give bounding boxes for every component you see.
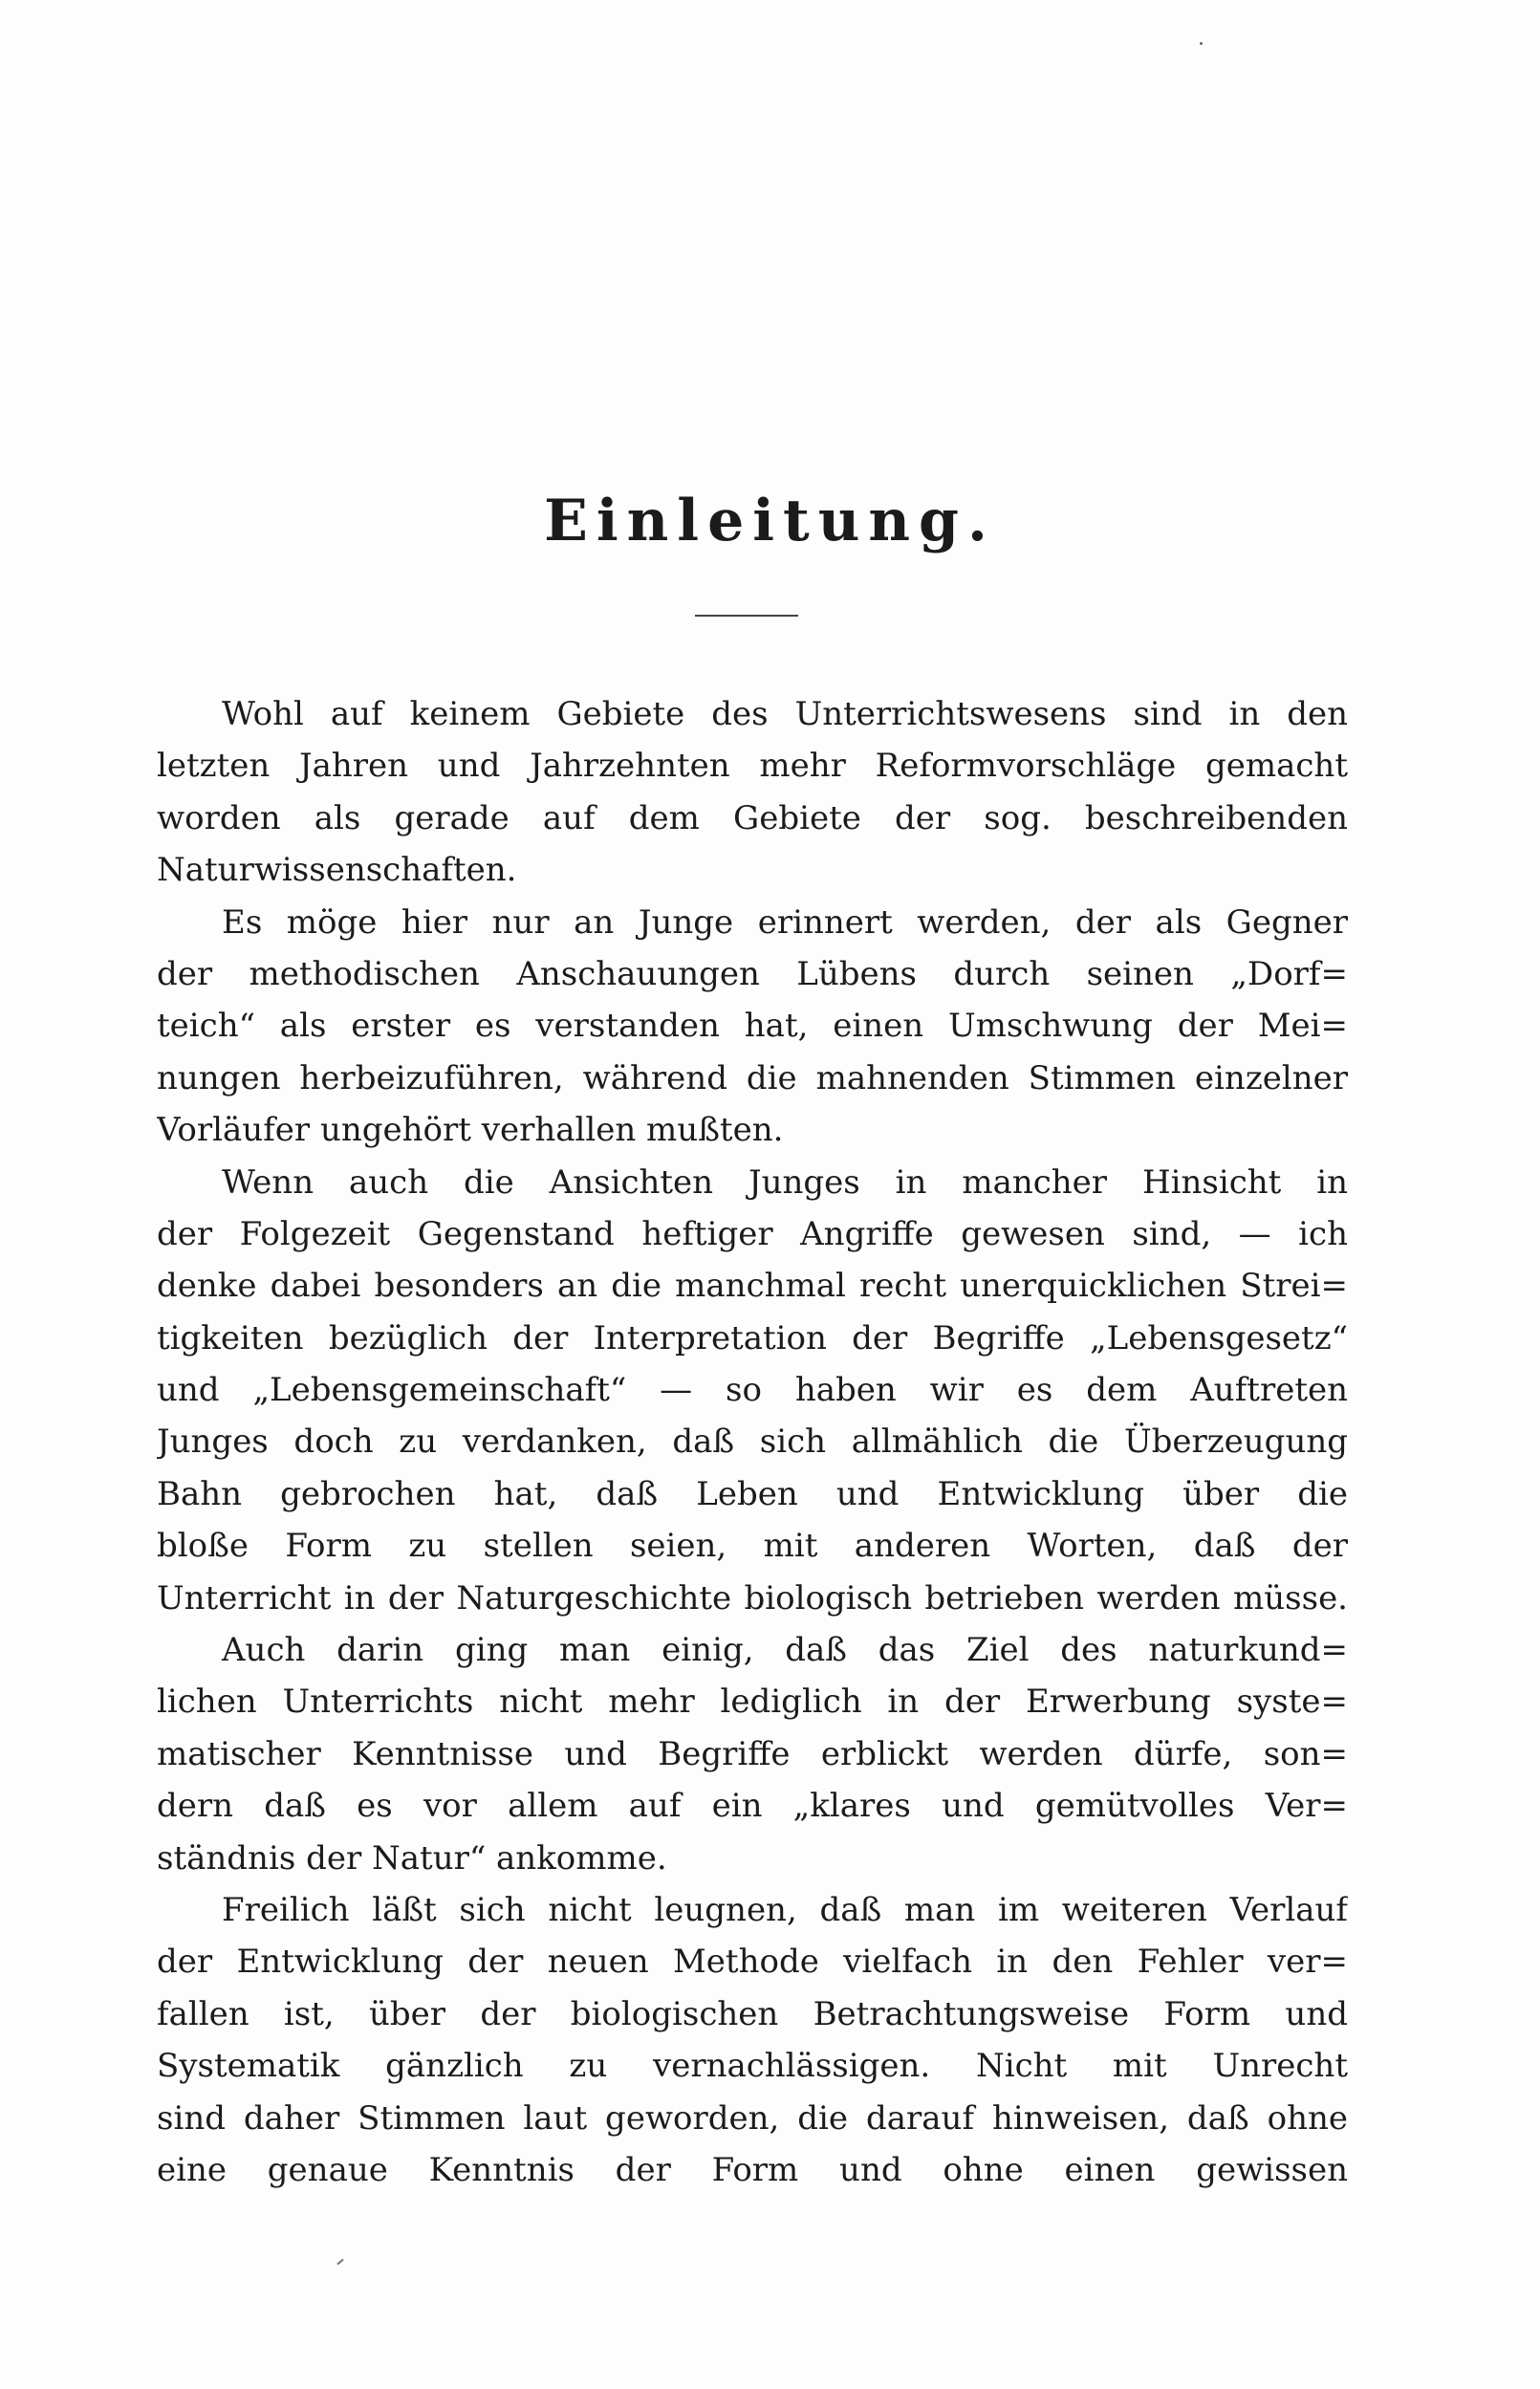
text-line: Bahn gebrochen hat, daß Leben und Entwicklung über die (157, 1474, 1348, 1513)
speck-mark (1200, 42, 1203, 45)
text-line: bloße Form zu stellen seien, mit anderen Worten, daß der (157, 1527, 1348, 1566)
paragraph-1 (157, 688, 1348, 897)
text-line: Auch darin ging man einig, daß das Ziel des naturkund= (222, 1631, 1348, 1670)
text-line: der methodischen Anschauungen Lübens durch seinen „Dorf= (157, 954, 1348, 993)
text-line: fallen ist, über der biologischen Betrachtungsweise Form und (157, 1994, 1348, 2033)
text-line: letzten Jahren und Jahrzehnten mehr Reformvorschläge gemacht (157, 747, 1348, 786)
paragraph-4 (157, 1624, 1348, 1884)
text-line: Systematik gänzlich zu vernachlässigen. Nicht mit Unrecht (157, 2047, 1348, 2086)
text-line: Vorläufer ungehört verhallen mußten. (157, 1111, 784, 1150)
text-line: lichen Unterrichts nicht mehr lediglich in der Erwerbung syste= (157, 1683, 1348, 1722)
text-line: der Entwicklung der neuen Methode vielfach in den Fehler ver= (157, 1943, 1348, 1982)
text-line: worden als gerade auf dem Gebiete der sog. beschreibenden (157, 798, 1348, 837)
text-line: Unterricht in der Naturgeschichte biologisch betrieben werden müsse. (157, 1578, 1348, 1618)
text-line: tigkeiten bezüglich der Interpretation der Begriffe „Lebensgesetz“ (157, 1318, 1348, 1357)
text-line: denke dabei besonders an die manchmal recht unerquicklichen Strei= (157, 1267, 1348, 1306)
text-line: der Folgezeit Gegenstand heftiger Angriffe gewesen sind, — ich (157, 1214, 1348, 1253)
text-line: Freilich läßt sich nicht leugnen, daß man im weiteren Verlauf (222, 1890, 1348, 1929)
paragraph-5 (157, 1884, 1348, 2196)
speck-mark (336, 2259, 343, 2266)
text-line: eine genaue Kenntnis der Form und ohne einen gewissen (157, 2150, 1348, 2189)
text-line: dern daß es vor allem auf ein „klares und gemütvolles Ver= (157, 1787, 1348, 1826)
body-text (157, 688, 1348, 2196)
text-line: ständnis der Natur“ ankomme. (157, 1838, 667, 1878)
text-line: matischer Kenntnisse und Begriffe erblickt werden dürfe, son= (157, 1734, 1348, 1773)
text-line: Wenn auch die Ansichten Junges in mancher Hinsicht in (222, 1162, 1348, 1202)
text-line: Es möge hier nur an Junge erinnert werden, der als Gegner (222, 902, 1348, 942)
text-line: Junges doch zu verdanken, daß sich allmählich die Überzeugung (157, 1423, 1348, 1462)
text-line: Naturwissenschaften. (157, 851, 517, 890)
text-line: teich“ als erster es verstanden hat, einen Umschwung der Mei= (157, 1007, 1348, 1046)
paragraph-2 (157, 897, 1348, 1157)
text-line: und „Lebensgemeinschaft“ — so haben wir es dem Auftreten (157, 1371, 1348, 1410)
chapter-heading: Einleitung. (544, 488, 996, 554)
paragraph-3 (157, 1157, 1348, 1625)
heading-divider (695, 615, 798, 617)
text-line: Wohl auf keinem Gebiete des Unterrichtswesens sind in den (222, 695, 1348, 733)
text-line: nungen herbeizuführen, während die mahnenden Stimmen einzelner (157, 1058, 1348, 1097)
text-line: sind daher Stimmen laut geworden, die darauf hinweisen, daß ohne (157, 2098, 1348, 2138)
